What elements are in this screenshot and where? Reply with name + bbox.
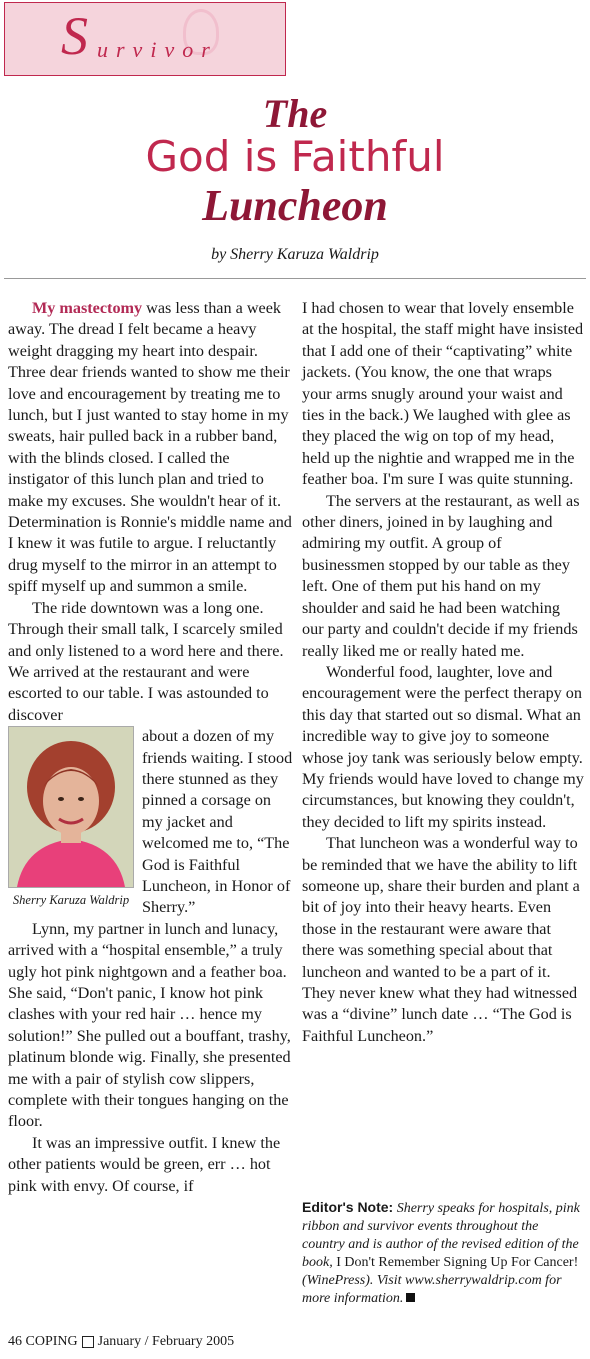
paragraph bbox=[8, 1133, 294, 1197]
paragraph-text: That luncheon was a wonderful way to be reminded that we have the ability to lift someone up, share their burden and plant a bit of joy into their heavy hearts. Even those in the restaurant were aware that there was something special about that luncheon and wanted to be a part of it. They never knew what they had witnessed was a “divine” lunch date … “The God is Faithful Luncheon.” bbox=[302, 834, 580, 1045]
editors-note-text: Sherry speaks for hospitals, pink ribbon and survivor events throughout the country and is author of the revised edition of the book, bbox=[302, 1201, 580, 1270]
paragraph bbox=[302, 662, 584, 833]
paragraph-text: about a dozen of my friends waiting. I stood there stunned as they pinned a corsage on my jacket and welcomed me to, “The God is Faithful Luncheon, in Honor of Sherry.” bbox=[142, 727, 293, 917]
author-photo bbox=[8, 726, 134, 888]
paragraph-text: It was an impressive outfit. I knew the other patients would be green, err … hot pink with envy. Of course, if bbox=[8, 1133, 281, 1195]
paragraph bbox=[8, 919, 294, 1133]
paragraph-text: Lynn, my partner in lunch and lunacy, arrived with a “hospital ensemble,” a truly ugly hot pink nightgown and a feather boa. She said, “Don't panic, I know hot pink clashes with your red hair … hence my solution!” She pulled out a bouffant, trashy, platinum blonde wig. Finally, she presented me with a pair of stylish cow slippers, complete with their tongues hanging on the floor. bbox=[8, 919, 291, 1131]
photo-caption: Sherry Karuza Waldrip bbox=[12, 893, 130, 908]
paragraph bbox=[8, 298, 294, 598]
page-footer bbox=[8, 1334, 234, 1350]
editors-note bbox=[302, 1198, 584, 1308]
paragraph-text: Wonderful food, laughter, love and encouragement were the perfect therapy on this day that started out so dismal. What an incredible way to give joy to someone whose joy tank was seriously below empty. My friends would have loved to change my circumstances, but knowing they couldn't, they decided to lift my spirits instead. bbox=[302, 662, 584, 831]
title-line-1: The bbox=[262, 91, 328, 136]
section-label: urvivor bbox=[97, 37, 218, 62]
section-header bbox=[4, 2, 286, 76]
paragraph bbox=[302, 491, 584, 662]
magazine-name: COPING bbox=[25, 1334, 78, 1349]
paragraph bbox=[8, 598, 294, 726]
paragraph bbox=[302, 833, 584, 1047]
issue-date: January / February 2005 bbox=[97, 1334, 235, 1349]
author-photo-figure bbox=[8, 726, 134, 908]
lead-in: My mastectomy bbox=[32, 299, 143, 317]
photo-block bbox=[8, 726, 294, 919]
title-line-2: God is Faithful bbox=[145, 132, 445, 181]
title-line-3: Luncheon bbox=[202, 181, 388, 230]
section-initial: S bbox=[61, 6, 88, 66]
editors-note-label: Editor's Note: bbox=[302, 1199, 394, 1215]
divider bbox=[4, 278, 586, 279]
page-number: 46 bbox=[8, 1334, 22, 1349]
paragraph-text: I had chosen to wear that lovely ensemble at the hospital, the staff might have insisted that I add one of their “captivating” white jackets. (You know, the one that wraps your arms snugly around your waist and ties in the back.) We laughed with glee as they placed the wig on top of my head, held up the nightie and wrapped me in the feather boa. I'm sure I was quite stunning. bbox=[302, 299, 584, 489]
paragraph-text: The servers at the restaurant, as well as other diners, joined in by laughing and admiring my outfit. A group of businessmen stopped by our table as they left. One of them put his hand on my shoulder and said he had been watching our party and couldn't decide if my friends really liked me or really hated me. bbox=[302, 491, 580, 660]
paragraph bbox=[302, 298, 584, 491]
paragraph-text: was less than a week away. The dread I felt became a heavy weight dragging my heart into despair. Three dear friends wanted to show me their love and encouragement by treating me to lunch, but I just wanted to stay home in my sweats, hair pulled back in a rubber band, with the blinds closed. I called the instigator of this lunch plan and tried to make my excuses. She wouldn't hear of it. Determination is Ronnie's middle name and I knew it was futile to argue. I reluctantly drug myself to the mirror in an attempt to spiff myself up and summon a smile. bbox=[8, 299, 292, 596]
portrait-image bbox=[9, 727, 133, 887]
box-icon bbox=[82, 1336, 94, 1348]
book-title: I Don't Remember Signing Up For Cancer! bbox=[336, 1255, 579, 1270]
article-column-1 bbox=[8, 298, 294, 1197]
byline: by Sherry Karuza Waldrip bbox=[211, 246, 379, 263]
article-column-2 bbox=[302, 298, 584, 1047]
editors-note-text-2: (WinePress). Visit www.sherrywaldrip.com for more information. bbox=[302, 1273, 562, 1306]
end-mark-icon bbox=[406, 1293, 415, 1302]
paragraph-text: The ride downtown was a long one. Through their small talk, I scarcely smiled and only listened to a word here and there. We arrived at the restaurant and were escorted to our table. I was astounded to discover bbox=[8, 598, 284, 724]
